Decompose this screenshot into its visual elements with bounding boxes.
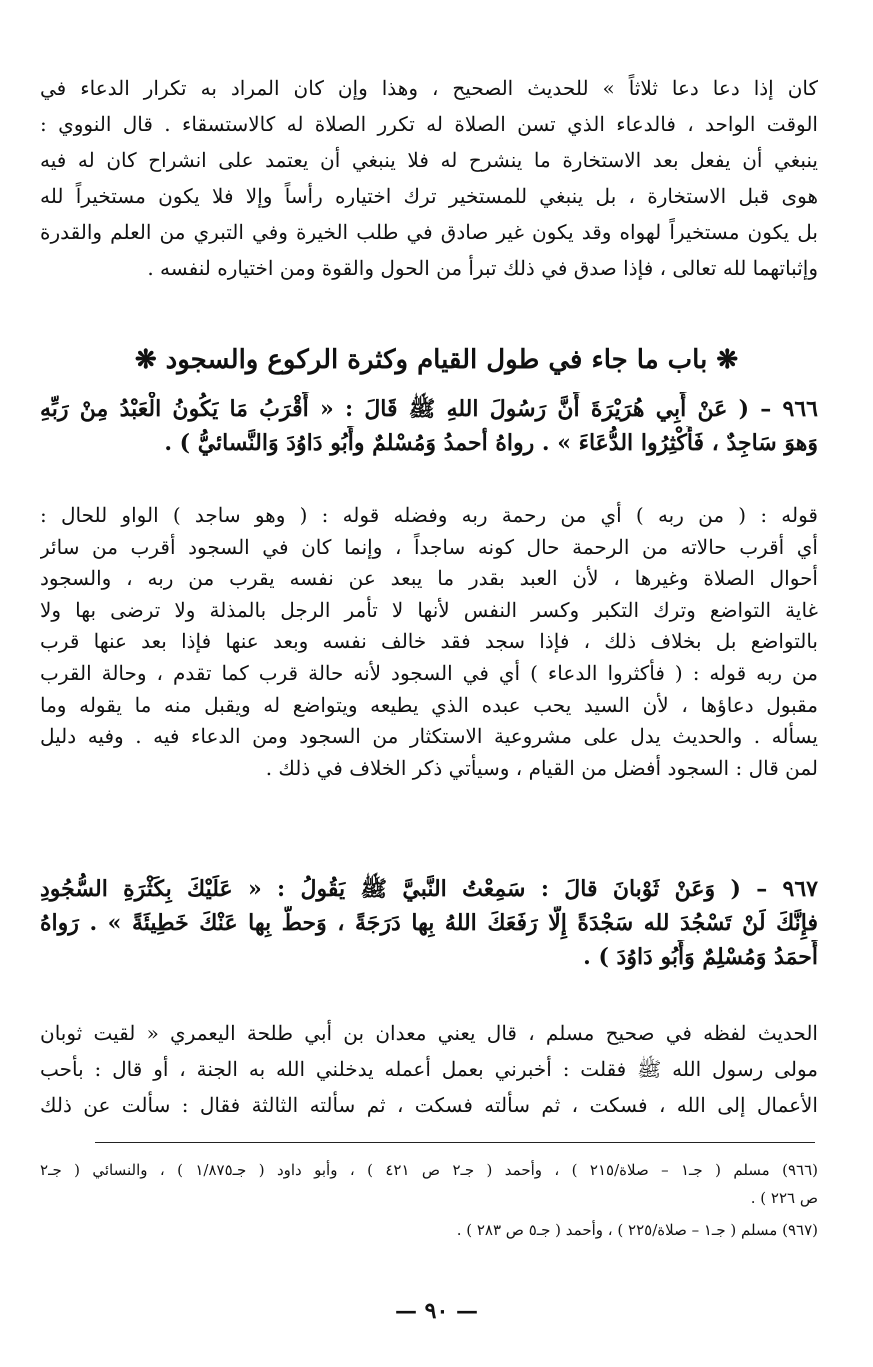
text-line: وإثباتهما لله تعالى ، فإذا صدق في ذلك تبرأ من الحول والقوة ومن اختياره لنفسه . — [147, 256, 818, 280]
hadith-966 — [40, 392, 818, 460]
text-line: الأعمال إلى الله ، فسكت ، ثم سألته فسكت ، ثم سألته الثالثة فقال : سألت عن ذلك — [40, 1093, 818, 1117]
hadith-line: ٩٦٦ – ( عَنْ أَبِي هُرَيْرَةَ أَنَّ رَسُولَ اللهِ ﷺ قَالَ : « أَقْرَبُ مَا يَكُونُ الْعَبْدُ مِنْ رَبِّهِ — [40, 396, 818, 422]
text-line: بل يكون مستخيراً لهواه وقد يكون غير صادق في طلب الخيرة وفي التبري من العلم والقدرة — [40, 220, 818, 244]
text-line: مولى رسول الله ﷺ فقلت : أخبرني بعمل أعمله يدخلني الله به الجنة ، أو قال : بأحب — [40, 1057, 818, 1081]
footnotes — [40, 1156, 818, 1244]
footnote-line: (٩٦٧) مسلم ( جـ١ – صلاة/٢٢٥ ) ، وأحمد ( جـ٥ ص ٢٨٣ ) . — [456, 1221, 818, 1239]
page-number: — ٩٠ — — [395, 1298, 478, 1324]
text-line: أحوال الصلاة وغيرها ، لأن العبد بقدر ما يبعد عن نفسه يقرب من ربه ، والسجود — [40, 566, 818, 591]
text-line: هوى قبل الاستخارة ، بل ينبغي للمستخير ترك اختياره رأساً وإلا فلا يكون مستخيراً لله — [40, 184, 818, 208]
footnote-line: (٩٦٦) مسلم ( جـ١ – صلاة/٢١٥ ) ، وأحمد ( جـ٢ ص ٤٢١ ) ، وأبو داود ( جـ١/٨٧٥ ) ، والنسائي ( جـ٢ — [40, 1161, 818, 1179]
text-line: ينبغي أن يفعل بعد الاستخارة ما ينشرح له فلا ينبغي أن يعتمد على انشراح كان له فيه — [40, 148, 818, 172]
text-line: أي أقرب حالاته من الرحمة حال كونه ساجداً ، وإنما كان في السجود أقرب من سائر — [40, 534, 818, 559]
text-line: غاية التواضع وترك التكبر وكسر النفس لأنها لا تأمر الرجل بالمذلة ولا ترضى بها ولا — [40, 597, 818, 622]
hadith-line: فإِنَّكَ لَنْ تَسْجُدَ لله سَجْدَةً إِلَّا رَفَعَكَ اللهُ بِها دَرَجَةً ، وَحطَّ بِها عَنْكَ خَطِيئَةً » . رَواهُ — [40, 910, 818, 936]
footnote-divider — [95, 1142, 815, 1143]
text-line: قوله : ( من ربه ) أي من رحمة ربه وفضله قوله : ( وهو ساجد ) الواو للحال : — [40, 503, 818, 527]
footnote-line: ص ٢٢٦ ) . — [750, 1189, 818, 1207]
hadith-line: ٩٦٧ – ( وَعَنْ ثَوْبانَ قالَ : سَمِعْتُ النَّبيَّ ﷺ يَقُولُ : « عَلَيْكَ بِكَثْرَةِ السُّجُودِ — [40, 876, 818, 902]
chapter-heading: ❋ باب ما جاء في طول القيام وكثرة الركوع والسجود ❋ — [134, 345, 739, 375]
text-line: يسأله . والحديث يدل على مشروعية الاستكثار من السجود ومن الدعاء فيه . وفيه دليل — [40, 724, 818, 749]
text-line: لمن قال : السجود أفضل من القيام ، وسيأتي ذكر الخلاف في ذلك . — [265, 755, 818, 780]
text-line: مقبول دعاؤها ، لأن السيد يحب عبده الذي يطيعه ويتواضع له ويقبل منه ما يقوله وما — [40, 692, 818, 717]
intro-paragraph — [40, 70, 818, 286]
text-line: كان إذا دعا دعا ثلاثاً » للحديث الصحيح ، وهذا وإن كان المراد به تكرار الدعاء في — [40, 76, 818, 100]
commentary-966 — [40, 500, 818, 784]
text-line: بالتواضع بل بخلاف ذلك ، فإذا سجد فقد خالف نفسه وبعد عنها فإذا بعد عنها قرب — [40, 629, 818, 654]
text-line: الوقت الواحد ، فالدعاء الذي تسن الصلاة له تكرر الصلاة له كالاستسقاء . قال النووي : — [40, 112, 818, 136]
hadith-line: وَهوَ سَاجِدٌ ، فَأَكْثِرُوا الدُّعَاءَ » . رواهُ أحمدُ وَمُسْلمٌ وأَبُو دَاوُدَ وَالنَّسائيُّ ) . — [164, 430, 818, 456]
text-line: من ربه قوله : ( فأكثروا الدعاء ) أي في السجود لأنه حالة قرب كما تقدم ، وحالة القرب — [40, 660, 818, 685]
text-line: الحديث لفظه في صحيح مسلم ، قال يعني معدان بن أبي طلحة اليعمري « لقيت ثوبان — [40, 1021, 818, 1045]
commentary-967 — [40, 1015, 818, 1123]
hadith-967 — [40, 872, 818, 974]
hadith-line: أَحمَدُ وَمُسْلِمٌ وَأَبُو دَاوُدَ ) . — [583, 944, 818, 970]
